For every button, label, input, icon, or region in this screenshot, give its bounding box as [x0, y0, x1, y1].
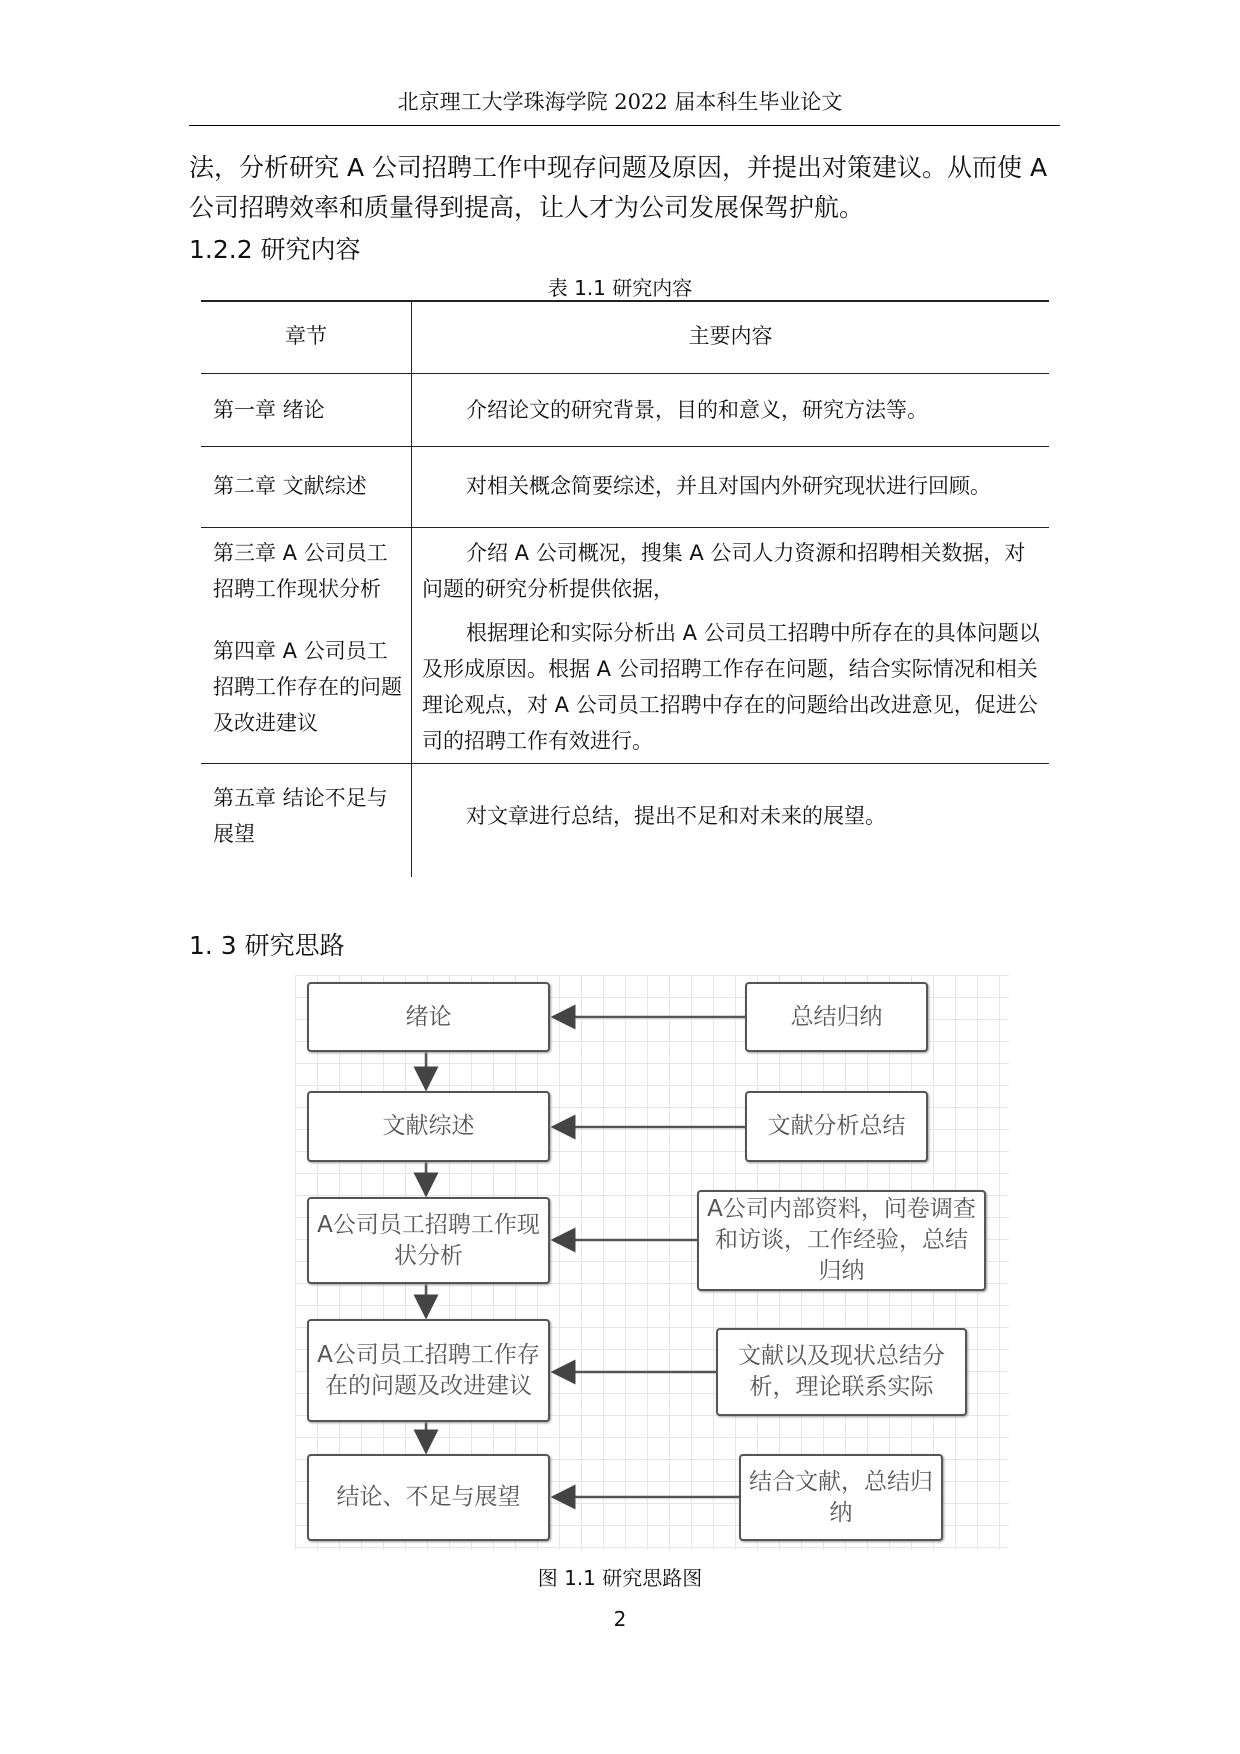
table-cell-chapter: 第二章 文献综述 [213, 474, 367, 498]
page-header: 北京理工大学珠海学院 2022 届本科生毕业论文 [397, 90, 843, 114]
flow-step-status: A公司员工招聘工作现状分析 [307, 1197, 550, 1284]
header-rule [189, 125, 1060, 126]
page-number: 2 [613, 1607, 627, 1631]
section-heading: 1. 3 研究思路 [189, 931, 345, 960]
figure-caption: 图 1.1 研究思路图 [537, 1566, 703, 1590]
table-header-chapter: 章节 [285, 324, 327, 348]
flow-method: A公司内部资料，问卷调查和访谈，工作经验，总结归纳 [697, 1190, 986, 1291]
research-flowchart [295, 975, 1009, 1550]
paragraph-line: 公司招聘效率和质量得到提高，让人才为公司发展保驾护航。 [189, 193, 865, 222]
flow-step-intro: 绪论 [307, 982, 550, 1052]
table-cell-content: 对文章进行总结，提出不足和对未来的展望。 [466, 804, 886, 828]
table-cell-chapter: 第一章 绪论 [213, 398, 325, 422]
table-cell-chapter: 第四章 A 公司员工招聘工作存在的问题及改进建议 [213, 639, 402, 735]
flow-method: 文献分析总结 [745, 1091, 928, 1162]
flow-method: 文献以及现状总结分析，理论联系实际 [716, 1328, 967, 1416]
table-cell-content: 根据理论和实际分析出 A 公司员工招聘中所存在的具体问题以及形成原因。根据 A 公司招聘工作存在问题，结合实际情况和相关理论观点，对 A 公司员工招聘中存在的问题给出改进意见，促进公司的招聘工作有效进行。 [422, 621, 1040, 753]
flow-step-problems: A公司员工招聘工作存在的问题及改进建议 [307, 1319, 550, 1422]
table-cell-chapter: 第三章 A 公司员工招聘工作现状分析 [213, 541, 388, 601]
flow-step-literature: 文献综述 [307, 1091, 550, 1162]
table-caption: 表 1.1 研究内容 [547, 276, 693, 300]
section-heading: 1.2.2 研究内容 [189, 235, 361, 264]
table-cell-chapter: 第五章 结论不足与展望 [213, 786, 388, 846]
table-header-content: 主要内容 [688, 324, 773, 348]
flow-step-conclusion: 结论、不足与展望 [307, 1454, 550, 1541]
table-cell-content: 介绍论文的研究背景，目的和意义，研究方法等。 [466, 398, 928, 422]
table-cell-content: 对相关概念简要综述，并且对国内外研究现状进行回顾。 [466, 474, 991, 498]
paragraph-line: 法，分析研究 A 公司招聘工作中现存问题及原因，并提出对策建议。从而使 A [189, 153, 1048, 182]
flow-method: 结合文献，总结归纳 [739, 1454, 943, 1541]
table-cell-content: 介绍 A 公司概况，搜集 A 公司人力资源和招聘相关数据，对问题的研究分析提供依据， [422, 541, 1026, 601]
flow-method: 总结归纳 [745, 982, 928, 1052]
